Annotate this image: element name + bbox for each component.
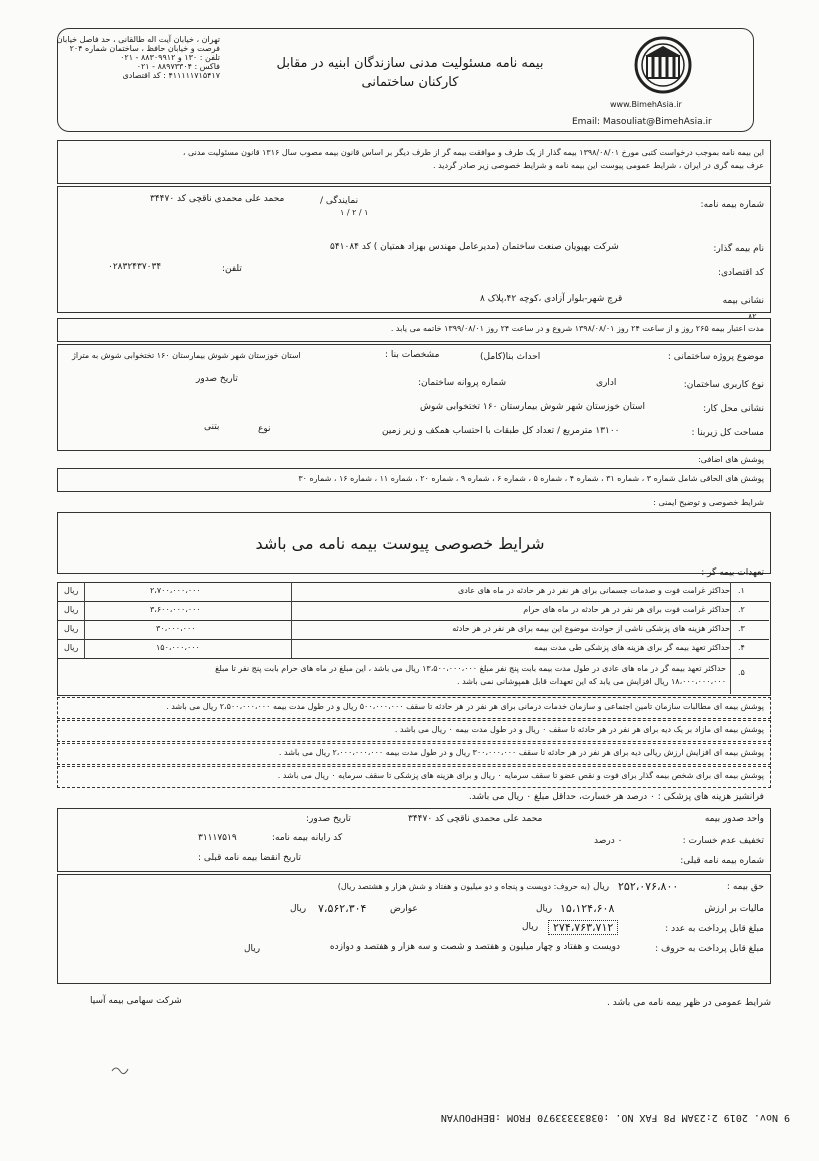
location-label: نشانی محل کار: — [703, 404, 764, 414]
company-name: شرکت سهامی بیمه آسیا — [90, 996, 182, 1006]
discount-value: ۰ درصد — [594, 836, 623, 846]
obligation-text: حداکثر تعهد بیمه گر برای هزینه های پزشکی طی مدت بیمه — [534, 643, 730, 652]
obligation-unit: ریال — [64, 605, 79, 614]
obligation5-text — [62, 664, 726, 686]
insured-value: شرکت بهپویان صنعت ساختمان (مدیرعامل مهندس بهزاد همتیان ) کد ۵۴۱۰۸۴ — [330, 242, 619, 252]
obligation-text: حداکثر غرامت فوت برای هر نفر در هر حادثه در ماه های حرام — [523, 605, 730, 614]
fax-line-text: 9 Nov. 2019 2:23AM P8 FAX NO. :03833333970 FROM :BEHPOUYAN — [440, 1112, 790, 1123]
intro-text — [62, 148, 764, 170]
address-line: تلفن : ۱۳۰ و ۸۸۳۰۹۹۱۲ - ۰۲۱ — [120, 53, 220, 62]
duty-value: ۷،۵۶۲،۳۰۴ — [318, 902, 367, 915]
obligation-num: ۴. — [738, 643, 745, 652]
insured-label: نام بیمه گذار: — [713, 244, 764, 254]
location-value: استان خوزستان شهر شوش بیمارستان ۱۶۰ تختخوابی شوش — [420, 402, 645, 412]
column-divider — [730, 582, 731, 694]
usage-label: نوع کاربری ساختمان: — [683, 380, 764, 390]
address-line: ۴۱۱۱۱۱۷۱۵۴۱۷ : کد اقتصادی — [122, 71, 220, 80]
company-logo — [632, 34, 694, 96]
premium-label: حق بیمه : — [726, 882, 764, 892]
note-text: پوشش بیمه ای برای شخص بیمه گذار برای فوت و نقص عضو تا سقف سرمایه ۰ ریال و برای هزینه های پزشکی تا سقف سرمایه ۰ ریال می باشد . — [277, 771, 764, 780]
phone-value: ۰۲۸۳۲۴۳۷۰۳۴ — [108, 262, 162, 272]
obligation-num: ۱. — [738, 586, 745, 595]
intro-line: این بیمه نامه بموجب درخواست کتبی مورخ ۱۳۹۸/۰۸/۰۱ بیمه گذار از یک طرف و موافقت بیمه گر از طرف دیگر بر اساس قانون بیمه مصوب سال ۱۳۱۶ قانون مسئولیت مدنی ، — [182, 148, 764, 157]
title-line2: کارکنان ساختمانی — [361, 75, 459, 90]
subject-value: احداث بنا(کامل) — [480, 352, 541, 362]
unit-label: واحد صدور بیمه — [704, 814, 764, 824]
website[interactable]: www.BimehAsia.ir — [610, 100, 682, 109]
additional-value: پوشش های الحاقی شامل شماره ۳ ، شماره ۳۱ ، شماره ۴ ، شماره ۵ ، شماره ۶ ، شماره ۹ ، شماره ۲۰ ، شماره ۱۱ ، شماره ۱۶ ، شماره ۳۰ — [298, 474, 764, 483]
company-address — [56, 35, 220, 80]
total-unit: ریال — [522, 922, 539, 932]
special-label: شرایط خصوصی و توضیح ایمنی : — [653, 498, 764, 507]
franchise-text: فرانشیز هزینه های پزشکی : ۰ درصد هر خسارت، حداقل مبلغ ۰ ریال می باشد. — [468, 792, 764, 802]
tax-unit: ریال — [536, 904, 553, 914]
note-text: پوشش بیمه ای مازاد بر یک دیه برای هر نفر در هر حادثه تا سقف ۰ ریال و در طول مدت بیمه ۰ ریال می باشد . — [394, 725, 764, 734]
obligation-amount: ۳،۶۰۰،۰۰۰،۰۰۰ — [150, 605, 201, 614]
total-label: مبلغ قابل پرداخت به عدد : — [665, 924, 764, 934]
type-value: بتنی — [204, 422, 220, 432]
obligations-label: تعهدات بیمه گر : — [701, 568, 764, 578]
policy-number-label: شماره بیمه نامه: — [700, 200, 764, 210]
obligation-num: ۳. — [738, 624, 745, 633]
prev-date-label: تاریخ انقضا بیمه نامه قبلی : — [198, 853, 301, 863]
code-value: ۳۱۱۱۷۵۱۹ — [198, 833, 237, 843]
note-text: پوشش بیمه ای مطالبات سازمان تامین اجتماعی و سازمان خدمات درمانی برای هر نفر در هر حادثه تا سقف ۵۰۰،۰۰۰،۰۰۰ ریال و در طول مدت بیمه ۲،۵۰۰،۰۰۰،۰۰۰ ریال می باشد . — [166, 702, 764, 711]
agent-label: نمایندگی / — [320, 196, 359, 206]
prev-label: شماره بیمه نامه قبلی: — [680, 856, 764, 866]
total-words-unit: ریال — [244, 944, 261, 954]
duty-label: عوارض — [390, 904, 418, 914]
fax-line — [30, 1112, 790, 1123]
obligation-unit: ریال — [64, 586, 79, 595]
general-terms: شرایط عمومی در ظهر بیمه نامه می باشد . — [607, 998, 771, 1008]
obligation5-line: حداکثر تعهد بیمه گر در ماه های عادی در طول مدت بیمه بابت پنج نفر مبلغ ۱۳،۵۰۰،۰۰۰،۰۰۰ ریال می باشد ، این مبلغ در ماه های حرام بابت پنج نفر تا مبلغ — [215, 664, 726, 673]
total-words-label: مبلغ قابل پرداخت به حروف : — [655, 944, 764, 954]
agent-value: محمد علی محمدی ناقچی کد ۳۴۴۷۰ — [150, 194, 285, 204]
address-small: ۸۲ — [748, 312, 757, 321]
obligation5-line: ۱۸،۰۰۰،۰۰۰،۰۰۰ ریال افزایش می یابد که این تعهدات قابل همپوشانی نمی باشد . — [457, 677, 726, 686]
premium-words: (به حروف: دویست و پنجاه و دو میلیون و هفتاد و شش هزار و هشتصد ریال) — [337, 882, 590, 891]
agent-code-small: ۱ / ۲ / ۱ — [340, 208, 369, 217]
special-title: شرایط خصوصی پیوست بیمه نامه می باشد — [255, 534, 545, 553]
total-words: دویست و هفتاد و چهار میلیون و هفتصد و شصت و سه هزار و هفتصد و دوازده — [329, 942, 620, 952]
duty-unit: ریال — [290, 904, 307, 914]
total-value: ۲۷۴،۷۶۳،۷۱۲ — [548, 920, 618, 935]
validity-text: مدت اعتبار بیمه ۲۶۵ روز و از ساعت ۲۴ روز ۱۳۹۸/۰۸/۰۱ شروع و در ساعت ۲۴ روز ۱۳۹۹/۰۸/۰۱ خاتمه می یابد . — [390, 324, 764, 333]
premium-unit: ریال — [593, 882, 610, 892]
premium-value: ۲۵۲،۰۷۶،۸۰۰ — [618, 880, 679, 893]
note-text: پوشش بیمه ای افزایش ارزش ریالی دیه برای هر نفر در هر حادثه تا سقف ۳۰۰،۰۰۰،۰۰۰ ریال و در طول مدت بیمه ۲،۰۰۰،۰۰۰،۰۰۰ ریال می باشد . — [278, 748, 764, 757]
email[interactable]: Email: Masouliat@BimehAsia.ir — [572, 117, 712, 127]
phone-label: تلفن: — [222, 264, 242, 274]
building-spec-label: مشخصات بنا : — [385, 350, 440, 360]
address-line: فرصت و خیابان حافظ ، ساختمان شماره ۲۰۴ — [69, 44, 220, 53]
address-line: تهران ، خیابان آیت اله طالقانی ، حد فاصل خیابان — [56, 35, 220, 44]
type-label: نوع — [258, 424, 271, 434]
obligation-num: ۲. — [738, 605, 745, 614]
obligation-amount: ۳۰،۰۰۰،۰۰۰ — [156, 624, 196, 633]
obligation-unit: ریال — [64, 624, 79, 633]
tax-value: ۱۵،۱۲۴،۶۰۸ — [560, 902, 615, 915]
tax-label: مالیات بر ارزش — [704, 904, 764, 914]
discount-label: تخفیف عدم خسارت : — [682, 836, 764, 846]
title-line1: بیمه نامه مسئولیت مدنی سازندگان ابنیه در مقابل — [276, 56, 544, 71]
obligation-unit: ریال — [64, 643, 79, 652]
column-divider — [84, 582, 85, 658]
usage-value: اداری — [596, 378, 617, 388]
subject-label: موضوع پروژه ساختمانی : — [667, 352, 764, 362]
address-line: فاکس : ۸۸۹۷۳۳۰۴ - ۰۲۱ — [136, 62, 220, 71]
issue-date-label: تاریخ صدور — [196, 374, 238, 384]
obligation-text: حداکثر غرامت فوت و صدمات جسمانی برای هر نفر در هر حادثه در ماه های عادی — [457, 586, 730, 595]
additional-label: پوشش های اضافی: — [698, 455, 764, 464]
issue-date-label: تاریخ صدور: — [306, 814, 351, 824]
obligation-amount: ۱۵۰،۰۰۰،۰۰۰ — [156, 643, 200, 652]
permit-label: شماره پروانه ساختمان: — [418, 378, 507, 388]
header-title — [250, 56, 570, 90]
obligation-text: حداکثر هزینه های پزشکی ناشی از حوادث موضوع این بیمه برای هر نفر در هر حادثه — [452, 624, 730, 633]
address-value: قرچ شهر-بلوار آزادی ،کوچه ۴۲،پلاک ۸ — [480, 294, 623, 304]
code-label: کد رایانه بیمه نامه: — [272, 833, 343, 843]
signature-stamp — [110, 1062, 130, 1076]
obligation-num: ۵. — [738, 668, 745, 677]
address-label: نشانی بیمه — [722, 296, 764, 306]
unit-value: محمد علی محمدی ناقچی کد ۳۴۴۷۰ — [408, 814, 543, 824]
intro-line: عرف بیمه گری در ایران ، شرایط عمومی پیوست این بیمه نامه و شرایط خصوصی زیر صادر گردید . — [433, 161, 764, 170]
column-divider — [291, 582, 292, 658]
building-spec-value: استان خوزستان شهر شوش بیمارستان ۱۶۰ تختخوابی شوش به متراژ — [72, 351, 301, 360]
area-value: ۱۳۱۰۰ مترمربع / تعداد کل طبقات با احتساب همکف و زیر زمین — [382, 426, 620, 436]
area-label: مساحت کل زیربنا : — [691, 428, 764, 438]
economic-code-label: کد اقتصادی: — [717, 268, 764, 278]
obligation-amount: ۲،۷۰۰،۰۰۰،۰۰۰ — [150, 586, 201, 595]
